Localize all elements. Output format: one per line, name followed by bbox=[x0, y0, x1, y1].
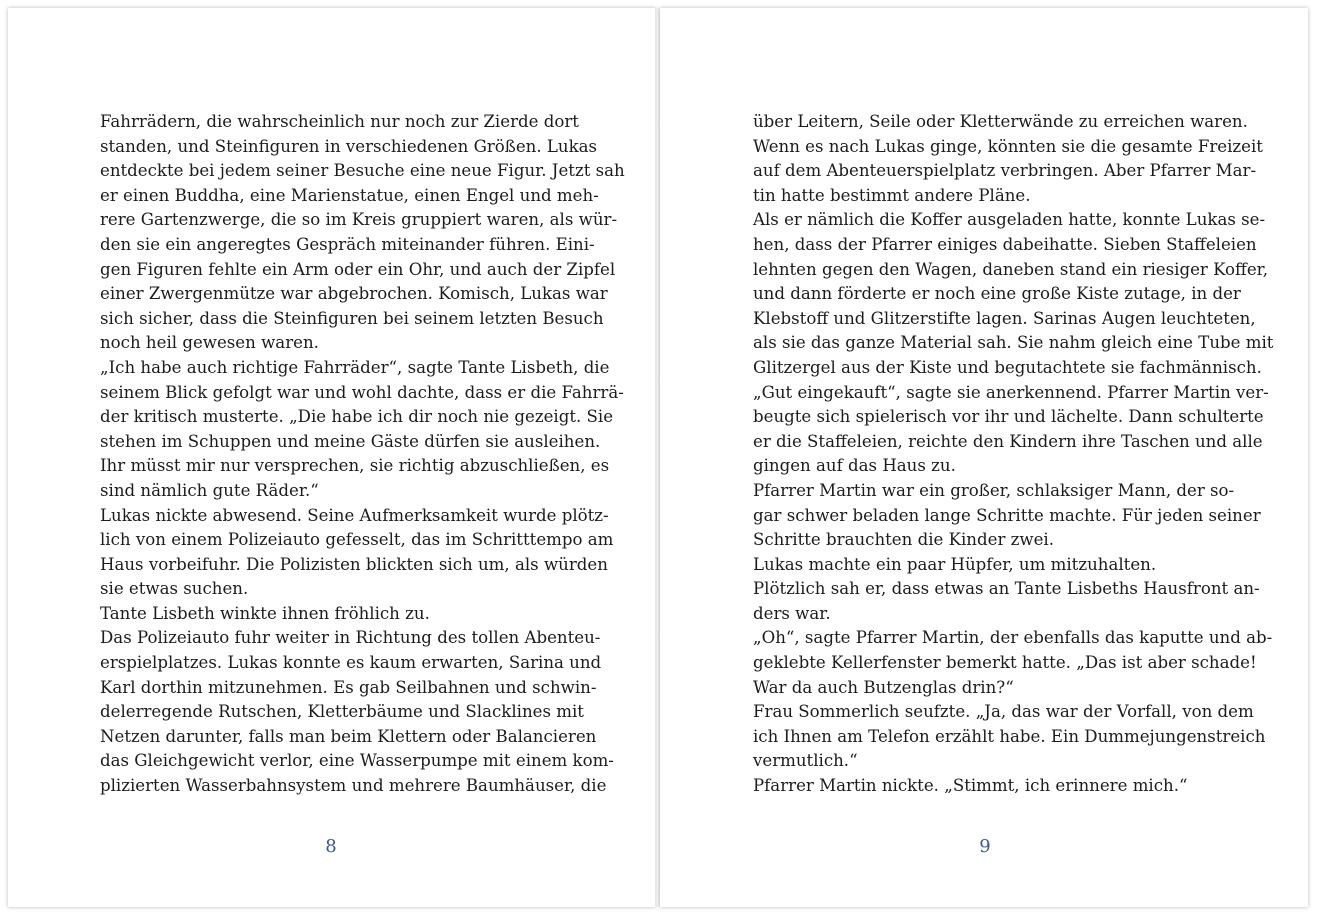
text-line: über Leitern, Seile oder Kletterwände zu erreichen waren. bbox=[753, 112, 1248, 131]
text-line: als sie das ganze Material sah. Sie nahm gleich eine Tube mit bbox=[753, 333, 1274, 353]
text-line: Schritte brauchten die Kinder zwei. bbox=[753, 530, 1054, 550]
text-line: „Oh“, sagte Pfarrer Martin, der ebenfalls das kaputte und ab- bbox=[753, 628, 1273, 648]
text-line: Das Polizeiauto fuhr weiter in Richtung des tollen Abenteu- bbox=[100, 628, 601, 648]
text-line: stehen im Schuppen und meine Gäste dürfen sie ausleihen. bbox=[100, 431, 601, 451]
text-line: Lukas machte ein paar Hüpfer, um mitzuhalten. bbox=[753, 554, 1157, 574]
text-line: er die Staffeleien, reichte den Kindern ihre Taschen und alle bbox=[753, 431, 1263, 451]
text-line: sind nämlich gute Räder.“ bbox=[100, 480, 319, 500]
text-line: entdeckte bei jedem seiner Besuche eine neue Figur. Jetzt sah bbox=[100, 161, 625, 181]
text-line: Ihr müsst mir nur versprechen, sie richtig abzuschließen, es bbox=[100, 456, 610, 476]
text-line: Glitzergel aus der Kiste und begutachtete sie fachmännisch. bbox=[753, 357, 1262, 377]
left-page-text bbox=[100, 110, 625, 799]
text-line: ders war. bbox=[753, 603, 831, 623]
text-line: Fahrrädern, die wahrscheinlich nur noch zur Zierde dort bbox=[100, 112, 579, 131]
text-line: erspielplatzes. Lukas konnte es kaum erwarten, Sarina und bbox=[100, 653, 602, 673]
text-line: hen, dass der Pfarrer einiges dabeihatte. Sieben Staffeleien bbox=[753, 234, 1257, 254]
text-line: und dann förderte er noch eine große Kiste zutage, in der bbox=[753, 284, 1241, 304]
text-line: sie etwas suchen. bbox=[100, 579, 249, 599]
text-line: Karl dorthin mitzunehmen. Es gab Seilbahnen und schwin- bbox=[100, 677, 597, 697]
text-line: Pfarrer Martin nickte. „Stimmt, ich erinnere mich.“ bbox=[753, 776, 1188, 796]
text-line: Netzen darunter, falls man beim Klettern oder Balancieren bbox=[100, 726, 597, 746]
text-line: vermutlich.“ bbox=[753, 751, 858, 771]
text-line: Haus vorbeifuhr. Die Polizisten blickten sich um, als würden bbox=[100, 554, 608, 574]
text-line: standen, und Steinfiguren in verschiedenen Größen. Lukas bbox=[100, 136, 598, 156]
text-line: Lukas nickte abwesend. Seine Aufmerksamkeit wurde plötz- bbox=[100, 505, 609, 525]
right-page bbox=[660, 8, 1308, 907]
text-line: noch heil gewesen waren. bbox=[100, 333, 319, 353]
page-number-right: 9 bbox=[979, 836, 991, 857]
text-line: geklebte Kellerfenster bemerkt hatte. „Das ist aber schade! bbox=[753, 653, 1257, 673]
text-line: lehnten gegen den Wagen, daneben stand ein riesiger Koffer, bbox=[753, 259, 1269, 279]
text-line: den sie ein angeregtes Gespräch miteinander führen. Eini- bbox=[100, 234, 595, 254]
text-line: plizierten Wasserbahnsystem und mehrere Baumhäuser, die bbox=[100, 776, 607, 796]
text-line: beugte sich spielerisch vor ihr und lächelte. Dann schulterte bbox=[753, 407, 1264, 427]
text-line: „Gut eingekauft“, sagte sie anerkennend. Pfarrer Martin ver- bbox=[753, 382, 1269, 402]
text-line: das Gleichgewicht verlor, eine Wasserpumpe mit einem kom- bbox=[100, 751, 614, 771]
text-line: ich Ihnen am Telefon erzählt habe. Ein Dummejungenstreich bbox=[753, 726, 1266, 746]
text-line: gen Figuren fehlte ein Arm oder ein Ohr, und auch der Zipfel bbox=[100, 259, 616, 279]
text-line: Plötzlich sah er, dass etwas an Tante Lisbeths Hausfront an- bbox=[753, 579, 1260, 599]
text-line: der kritisch musterte. „Die habe ich dir noch nie gezeigt. Sie bbox=[100, 407, 614, 427]
text-line: War da auch Butzenglas drin?“ bbox=[753, 677, 1014, 697]
text-line: Pfarrer Martin war ein großer, schlaksiger Mann, der so- bbox=[753, 480, 1235, 500]
page-number-left: 8 bbox=[325, 836, 337, 857]
text-line: gar schwer beladen lange Schritte machte. Für jeden seiner bbox=[753, 505, 1261, 525]
left-page bbox=[8, 8, 656, 907]
text-line: lich von einem Polizeiauto gefesselt, das im Schritttempo am bbox=[100, 530, 614, 550]
right-page-text bbox=[753, 110, 1274, 799]
text-line: seinem Blick gefolgt war und wohl dachte, dass er die Fahrrä- bbox=[100, 382, 624, 402]
text-line: Klebstoff und Glitzerstifte lagen. Sarinas Augen leuchteten, bbox=[753, 308, 1256, 328]
text-line: rere Gartenzwerge, die so im Kreis gruppiert waren, als wür- bbox=[100, 210, 618, 230]
text-line: auf dem Abenteuerspielplatz verbringen. Aber Pfarrer Mar- bbox=[753, 161, 1257, 181]
text-line: einer Zwergenmütze war abgebrochen. Komisch, Lukas war bbox=[100, 284, 608, 304]
text-line: Wenn es nach Lukas ginge, könnten sie die gesamte Freizeit bbox=[753, 136, 1263, 156]
text-line: „Ich habe auch richtige Fahrräder“, sagte Tante Lisbeth, die bbox=[100, 357, 610, 377]
text-line: gingen auf das Haus zu. bbox=[753, 456, 956, 476]
text-line: Tante Lisbeth winkte ihnen fröhlich zu. bbox=[100, 603, 430, 623]
text-line: sich sicher, dass die Steinfiguren bei seinem letzten Besuch bbox=[100, 308, 604, 328]
text-line: Als er nämlich die Koffer ausgeladen hatte, konnte Lukas se- bbox=[753, 210, 1266, 230]
text-line: er einen Buddha, eine Marienstatue, einen Engel und meh- bbox=[100, 185, 599, 205]
text-line: tin hatte bestimmt andere Pläne. bbox=[753, 185, 1031, 205]
text-line: delerregende Rutschen, Kletterbäume und Slacklines mit bbox=[100, 702, 584, 722]
text-line: Frau Sommerlich seufzte. „Ja, das war der Vorfall, von dem bbox=[753, 702, 1254, 722]
